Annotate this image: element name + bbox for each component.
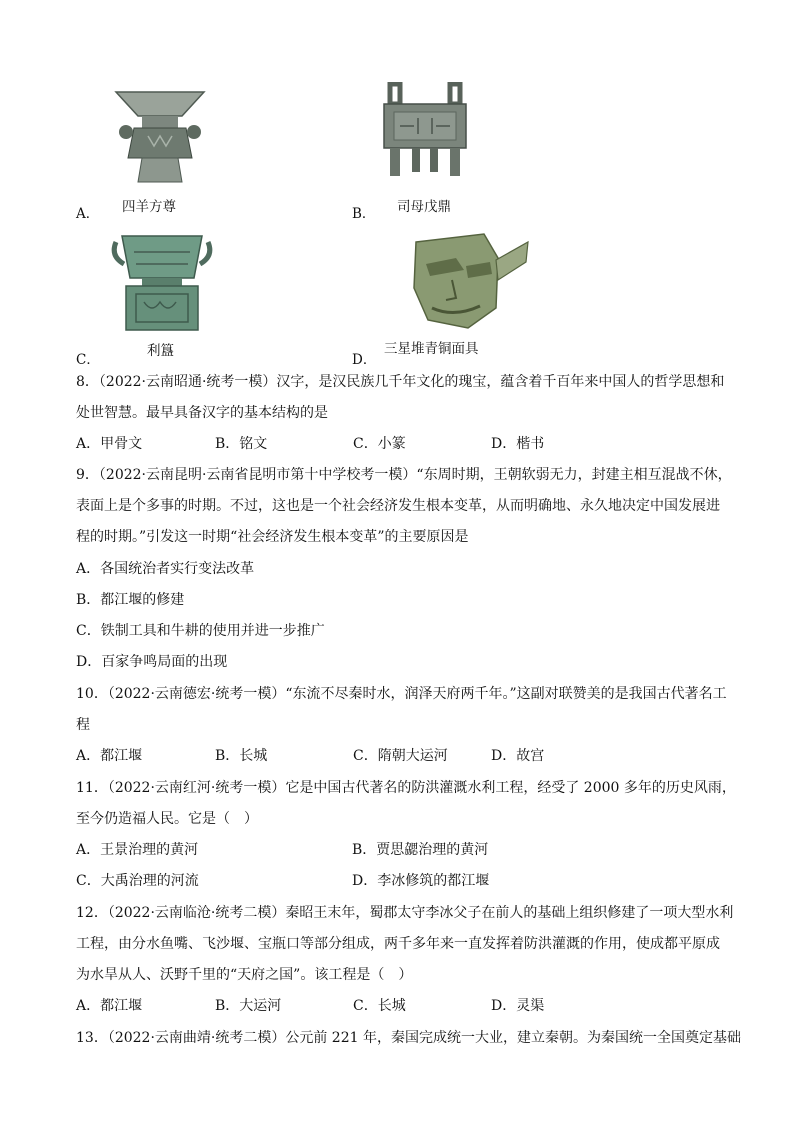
four-ram-zun-image [112, 86, 208, 186]
q12-line-1: 12．（2022·云南临沧·统考二模）秦昭王末年，蜀郡太守李冰父子在前人的基础上组织修建了一项大型水利 [76, 905, 734, 921]
q10-option-d[interactable]: D．故宫 [491, 748, 545, 764]
q11-option-c[interactable]: C．大禹治理的河流 [76, 873, 199, 889]
q12-line-2: 工程，由分水鱼嘴、飞沙堰、宝瓶口等部分组成，两千多年来一直发挥着防洪灌溉的作用，使成都平原成 [76, 936, 720, 952]
q10-option-a[interactable]: A．都江堰 [76, 748, 143, 764]
option-b-letter[interactable]: B． [352, 206, 376, 222]
q9-line-2: 表面上是个多事的时期。不过，这也是一个社会经济发生根本变革，从而明确地、永久地决定中国发展进 [76, 498, 720, 514]
q11-option-d[interactable]: D．李冰修筑的都江堰 [352, 873, 490, 889]
q11-line-2: 至今仍造福人民。它是（ ） [76, 811, 258, 827]
q12-line-3: 为水旱从人、沃野千里的“天府之国”。该工程是（ ） [76, 967, 413, 983]
option-d-caption: 三星堆青铜面具 [384, 341, 479, 357]
q12-option-b[interactable]: B．大运河 [215, 998, 282, 1014]
q11-option-b[interactable]: B．贾思勰治理的黄河 [352, 842, 489, 858]
option-d-letter[interactable]: D． [352, 352, 377, 368]
q9-option-b[interactable]: B．都江堰的修建 [76, 592, 185, 608]
option-a-letter[interactable]: A． [76, 206, 100, 222]
q8-line-2: 处世智慧。最早具备汉字的基本结构的是 [76, 405, 328, 421]
q11-option-a[interactable]: A．王景治理的黄河 [76, 842, 199, 858]
q9-line-1: 9．（2022·云南昆明·云南省昆明市第十中学校考一模）“东周时期，王朝软弱无力，封建主相互混战不休， [76, 467, 732, 483]
li-gui-image [110, 232, 214, 332]
q12-option-c[interactable]: C．长城 [353, 998, 406, 1014]
q9-option-a[interactable]: A．各国统治者实行变法改革 [76, 561, 255, 577]
q10-line-2: 程 [76, 717, 90, 733]
q10-option-b[interactable]: B．长城 [215, 748, 268, 764]
q11-line-1: 11．（2022·云南红河·统考一模）它是中国古代著名的防洪灌溉水利工程，经受了 2000 多年的历史风雨， [76, 780, 736, 796]
option-a-caption: 四羊方尊 [122, 199, 176, 215]
q8-option-b[interactable]: B．铭文 [215, 436, 268, 452]
q9-option-c[interactable]: C．铁制工具和牛耕的使用并进一步推广 [76, 623, 325, 639]
q12-option-d[interactable]: D．灵渠 [491, 998, 545, 1014]
q9-option-d[interactable]: D．百家争鸣局面的出现 [76, 654, 228, 670]
option-c-letter[interactable]: C． [76, 352, 100, 368]
q9-line-3: 程的时期。”引发这一时期“社会经济发生根本变革”的主要原因是 [76, 529, 469, 545]
q8-line-1: 8．（2022·云南昭通·统考一模）汉字，是汉民族几千年文化的瑰宝，蕴含着千百年来中国人的哲学思想和 [76, 374, 725, 390]
q12-option-a[interactable]: A．都江堰 [76, 998, 143, 1014]
sanxingdui-mask-image [406, 228, 532, 332]
q8-option-c[interactable]: C．小篆 [353, 436, 406, 452]
q10-line-1: 10．（2022·云南德宏·统考一模）“东流不尽秦时水，润泽天府两千年。”这副对联赞美的是我国古代著名工 [76, 686, 727, 702]
simuwu-ding-image [380, 82, 470, 178]
q10-option-c[interactable]: C．隋朝大运河 [353, 748, 448, 764]
option-b-caption: 司母戊鼎 [397, 199, 451, 215]
q13-line-1: 13．（2022·云南曲靖·统考二模）公元前 221 年，秦国完成统一大业，建立秦朝。为秦国统一全国奠定基础 [76, 1030, 741, 1046]
q8-option-d[interactable]: D．楷书 [491, 436, 545, 452]
q8-option-a[interactable]: A．甲骨文 [76, 436, 143, 452]
option-c-caption: 利簋 [147, 343, 174, 359]
